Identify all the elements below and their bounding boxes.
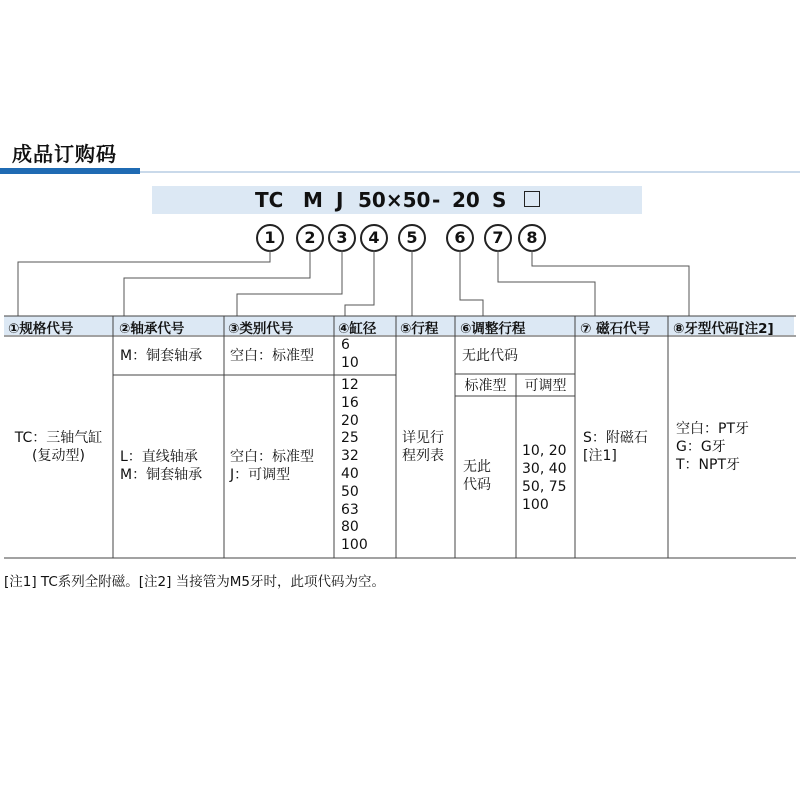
column-header-spec: ①规格代号 xyxy=(8,321,74,337)
bore-upper-cell xyxy=(341,337,359,372)
type-lower-cell xyxy=(230,448,314,484)
thread-option-pt: 空白：PT牙 xyxy=(676,421,749,437)
thread-option-npt: T：NPT牙 xyxy=(676,457,741,473)
bearing-lower-cell xyxy=(120,448,202,484)
column-header-type: ③类别代号 xyxy=(228,321,294,337)
thread-option-g: G：G牙 xyxy=(676,439,726,455)
type-upper-cell: 空白：标准型 xyxy=(230,348,314,364)
column-header-thread: ⑧牙型代码[注2] xyxy=(673,321,774,337)
column-header-bearing: ②轴承代号 xyxy=(119,321,185,337)
bore-value: 40 xyxy=(341,465,359,482)
bore-value: 63 xyxy=(341,501,359,518)
bore-value: 50 xyxy=(341,483,359,500)
code-segment-bore-stroke: 50×50 xyxy=(358,188,431,212)
code-segment-type: J xyxy=(336,188,344,212)
adjust-value: 100 xyxy=(522,497,549,513)
adjust-values-cell xyxy=(522,442,567,514)
position-badge-1: 1 xyxy=(256,224,284,252)
adjust-standard-line1: 无此 xyxy=(463,459,491,475)
adjust-standard-cell xyxy=(463,458,491,494)
bore-value: 12 xyxy=(341,377,359,393)
magnet-cell xyxy=(583,429,648,465)
column-header-adjust: ⑥调整行程 xyxy=(460,321,526,337)
bore-value: 6 xyxy=(341,337,350,353)
position-badge-4: 4 xyxy=(360,224,388,252)
position-badge-6: 6 xyxy=(446,224,474,252)
position-badge-5: 5 xyxy=(398,224,426,252)
spec-cell xyxy=(4,429,113,465)
code-segment-spec: TC xyxy=(255,188,284,212)
bore-lower-cell xyxy=(341,377,368,555)
adjust-none-cell: 无此代码 xyxy=(462,348,518,364)
bearing-option-copper: M：铜套轴承 xyxy=(120,467,203,483)
column-header-magnet: ⑦ 磁石代号 xyxy=(580,321,651,337)
type-option-standard: 空白：标准型 xyxy=(230,449,314,465)
bore-value: 16 xyxy=(341,394,359,411)
adjust-value: 50, 75 xyxy=(522,479,567,495)
bore-value: 25 xyxy=(341,430,359,447)
bore-value: 100 xyxy=(341,537,368,554)
adjust-subheader-adjustable: 可调型 xyxy=(524,378,567,394)
bearing-option-linear: L：直线轴承 xyxy=(120,449,198,465)
bore-value: 10 xyxy=(341,354,359,371)
bore-value: 32 xyxy=(341,448,359,465)
footnote: [注1] TC系列全附磁。[注2] 当接管为M5牙时，此项代码为空。 xyxy=(4,574,385,590)
position-badge-8: 8 xyxy=(518,224,546,252)
column-header-stroke: ⑤行程 xyxy=(400,321,439,337)
magnet-note: [注1] xyxy=(583,448,617,464)
stroke-note-line1: 详见行 xyxy=(402,430,444,446)
adjust-value: 10, 20 xyxy=(522,443,567,459)
position-badge-3: 3 xyxy=(328,224,356,252)
bearing-upper-cell: M：铜套轴承 xyxy=(120,348,203,364)
thread-cell xyxy=(676,420,749,474)
column-header-bore: ④缸径 xyxy=(338,321,377,337)
stroke-note-line2: 程列表 xyxy=(402,448,444,464)
adjust-value: 30, 40 xyxy=(522,461,567,477)
bore-value: 80 xyxy=(341,519,359,536)
code-segment-magnet: S xyxy=(492,188,507,212)
adjust-standard-line2: 代码 xyxy=(463,477,491,493)
type-option-adjustable: J：可调型 xyxy=(230,467,291,483)
magnet-option: S：附磁石 xyxy=(583,430,648,446)
code-segment-dash: - xyxy=(432,188,441,212)
position-badge-2: 2 xyxy=(296,224,324,252)
spec-subtype: (复动型) xyxy=(32,448,85,464)
stroke-cell xyxy=(402,429,444,465)
spec-code: TC：三轴气缸 xyxy=(14,430,103,446)
bore-value: 20 xyxy=(341,412,359,429)
code-segment-bearing: M xyxy=(303,188,323,212)
adjust-subheader-standard: 标准型 xyxy=(464,378,507,394)
position-badge-7: 7 xyxy=(484,224,512,252)
section-title: 成品订购码 xyxy=(12,142,117,166)
code-segment-adjust: 20 xyxy=(452,188,480,212)
